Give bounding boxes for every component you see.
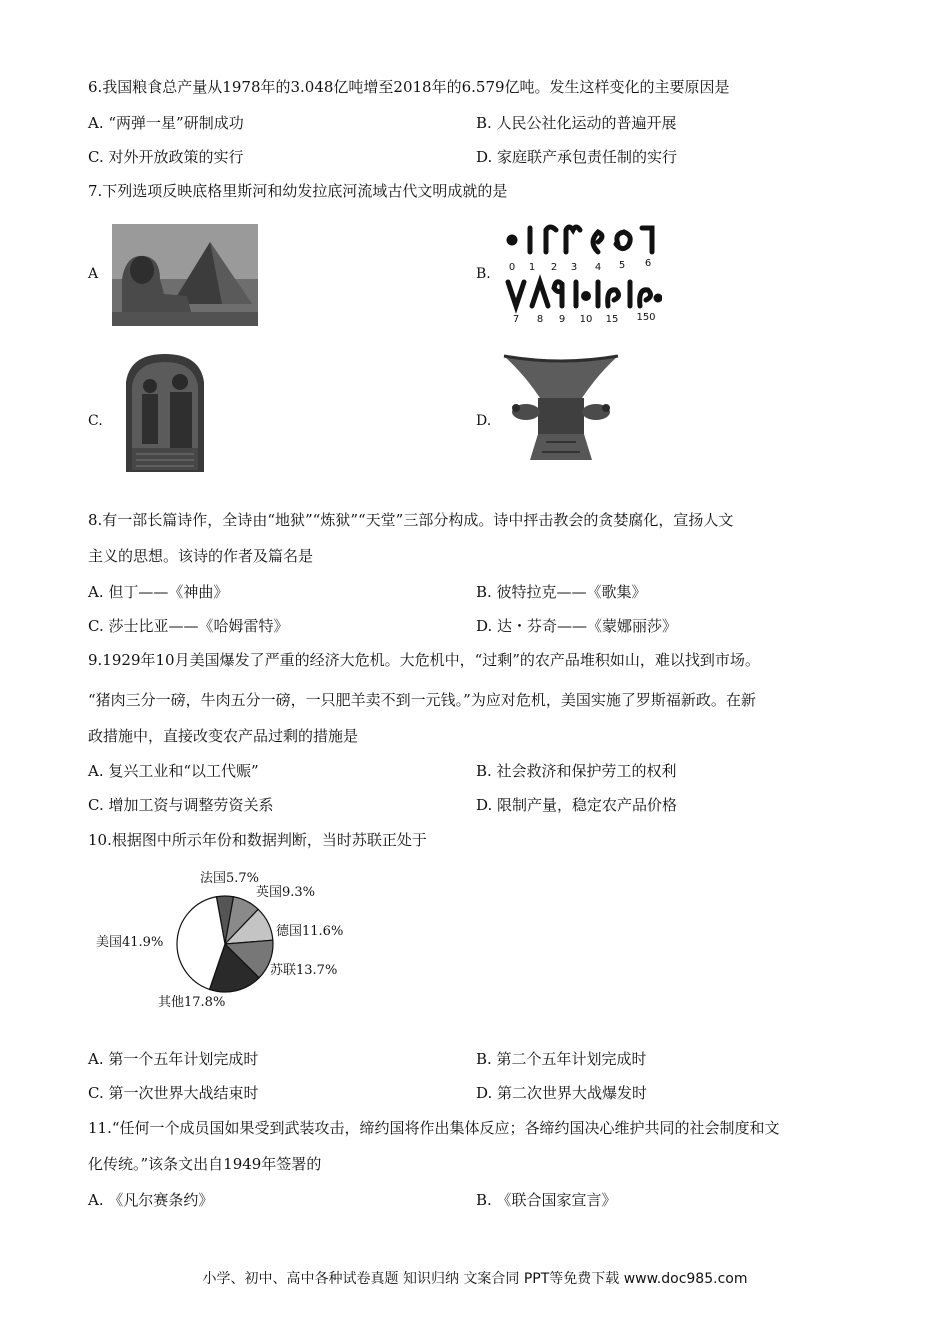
numeral-label-7: 7 [512,314,520,325]
q8-option-c: C. 莎士比亚——《哈姆雷特》 [88,617,289,635]
q8-option-a: A. 但丁——《神曲》 [88,583,229,601]
pie-label-britain: 英国9.3% [256,885,316,900]
q9-option-d: D. 限制产量，稳定农产品价格 [476,796,678,814]
q8-option-d: D. 达・芬奇——《蒙娜丽莎》 [476,617,678,635]
q9-stem-line2: “猪肉三分一磅，牛肉五分一磅，一只肥羊卖不到一元钱。”为应对危机，美国实施了罗斯福新政。在新 [88,691,756,709]
q11-option-b: B. 《联合国家宣言》 [476,1191,617,1209]
q6-option-c: C. 对外开放政策的实行 [88,148,244,166]
q9-option-c: C. 增加工资与调整劳资关系 [88,796,274,814]
numeral-label-4: 4 [594,262,602,273]
q7-stem: 7.下列选项反映底格里斯河和幼发拉底河流域古代文明成就的是 [88,182,508,200]
q9-stem-line3: 政措施中，直接改变农产品过剩的措施是 [88,727,359,745]
q7-option-c-label: C. [88,413,103,429]
q10-stem: 10.根据图中所示年份和数据判断，当时苏联正处于 [88,831,427,849]
numeral-label-1: 1 [528,262,536,273]
pie-label-usa: 美国41.9% [96,935,164,950]
q11-option-a: A. 《凡尔赛条约》 [88,1191,214,1209]
pie-label-others: 其他17.8% [158,995,226,1010]
numeral-label-0: 0 [508,262,516,273]
q6-option-d: D. 家庭联产承包责任制的实行 [476,148,678,166]
arabic-numerals-image [502,220,662,326]
numeral-label-150: 150 [636,312,656,323]
q8-stem-line2: 主义的思想。该诗的作者及篇名是 [88,547,314,565]
q9-option-a: A. 复兴工业和“以工代赈” [88,762,259,780]
industrial-share-pie-chart [88,862,378,1014]
bronze-zun-vessel-image [500,352,622,464]
q9-option-b: B. 社会救济和保护劳工的权利 [476,762,677,780]
numeral-label-3: 3 [570,262,578,273]
hammurabi-stele-image [120,352,210,472]
q7-option-d-label: D. [476,413,492,429]
page-footer: 小学、初中、高中各种试卷真题 知识归纳 文案合同 PPT等免费下载 www.doc985.com [202,1271,748,1287]
q8-option-b: B. 彼特拉克——《歌集》 [476,583,647,601]
q10-option-b: B. 第二个五年计划完成时 [476,1050,647,1068]
q6-option-a: A. “两弹一星”研制成功 [88,114,244,132]
numeral-label-15: 15 [605,314,619,325]
q10-option-a: A. 第一个五年计划完成时 [88,1050,259,1068]
q10-option-d: D. 第二次世界大战爆发时 [476,1084,648,1102]
q11-stem-line2: 化传统。”该条文出自1949年签署的 [88,1155,322,1173]
q11-stem-line1: 11.“任何一个成员国如果受到武装攻击，缔约国将作出集体反应；各缔约国决心维护共同的社会制度和文 [88,1119,780,1137]
pie-label-ussr: 苏联13.7% [270,963,338,978]
q7-option-b-label: B. [476,266,491,282]
q10-option-c: C. 第一次世界大战结束时 [88,1084,259,1102]
sphinx-pyramid-image [112,224,258,326]
numeral-label-6: 6 [644,258,652,269]
pie-label-germany: 德国11.6% [276,924,344,939]
numeral-label-10: 10 [579,314,593,325]
pie-label-france: 法国5.7% [200,871,260,886]
q7-option-a-label: A [88,266,99,282]
numeral-label-2: 2 [550,262,558,273]
q6-option-b: B. 人民公社化运动的普遍开展 [476,114,677,132]
numeral-label-9: 9 [558,314,566,325]
q6-stem: 6.我国粮食总产量从1978年的3.048亿吨增至2018年的6.579亿吨。发生这样变化的主要原因是 [88,78,730,96]
numeral-label-8: 8 [536,314,544,325]
numeral-label-5: 5 [618,260,626,271]
q9-stem-line1: 9.1929年10月美国爆发了严重的经济大危机。大危机中，“过剩”的农产品堆积如山，难以找到市场。 [88,651,760,669]
q8-stem-line1: 8.有一部长篇诗作，全诗由“地狱”“炼狱”“天堂”三部分构成。诗中抨击教会的贪婪腐化，宣扬人文 [88,511,734,529]
